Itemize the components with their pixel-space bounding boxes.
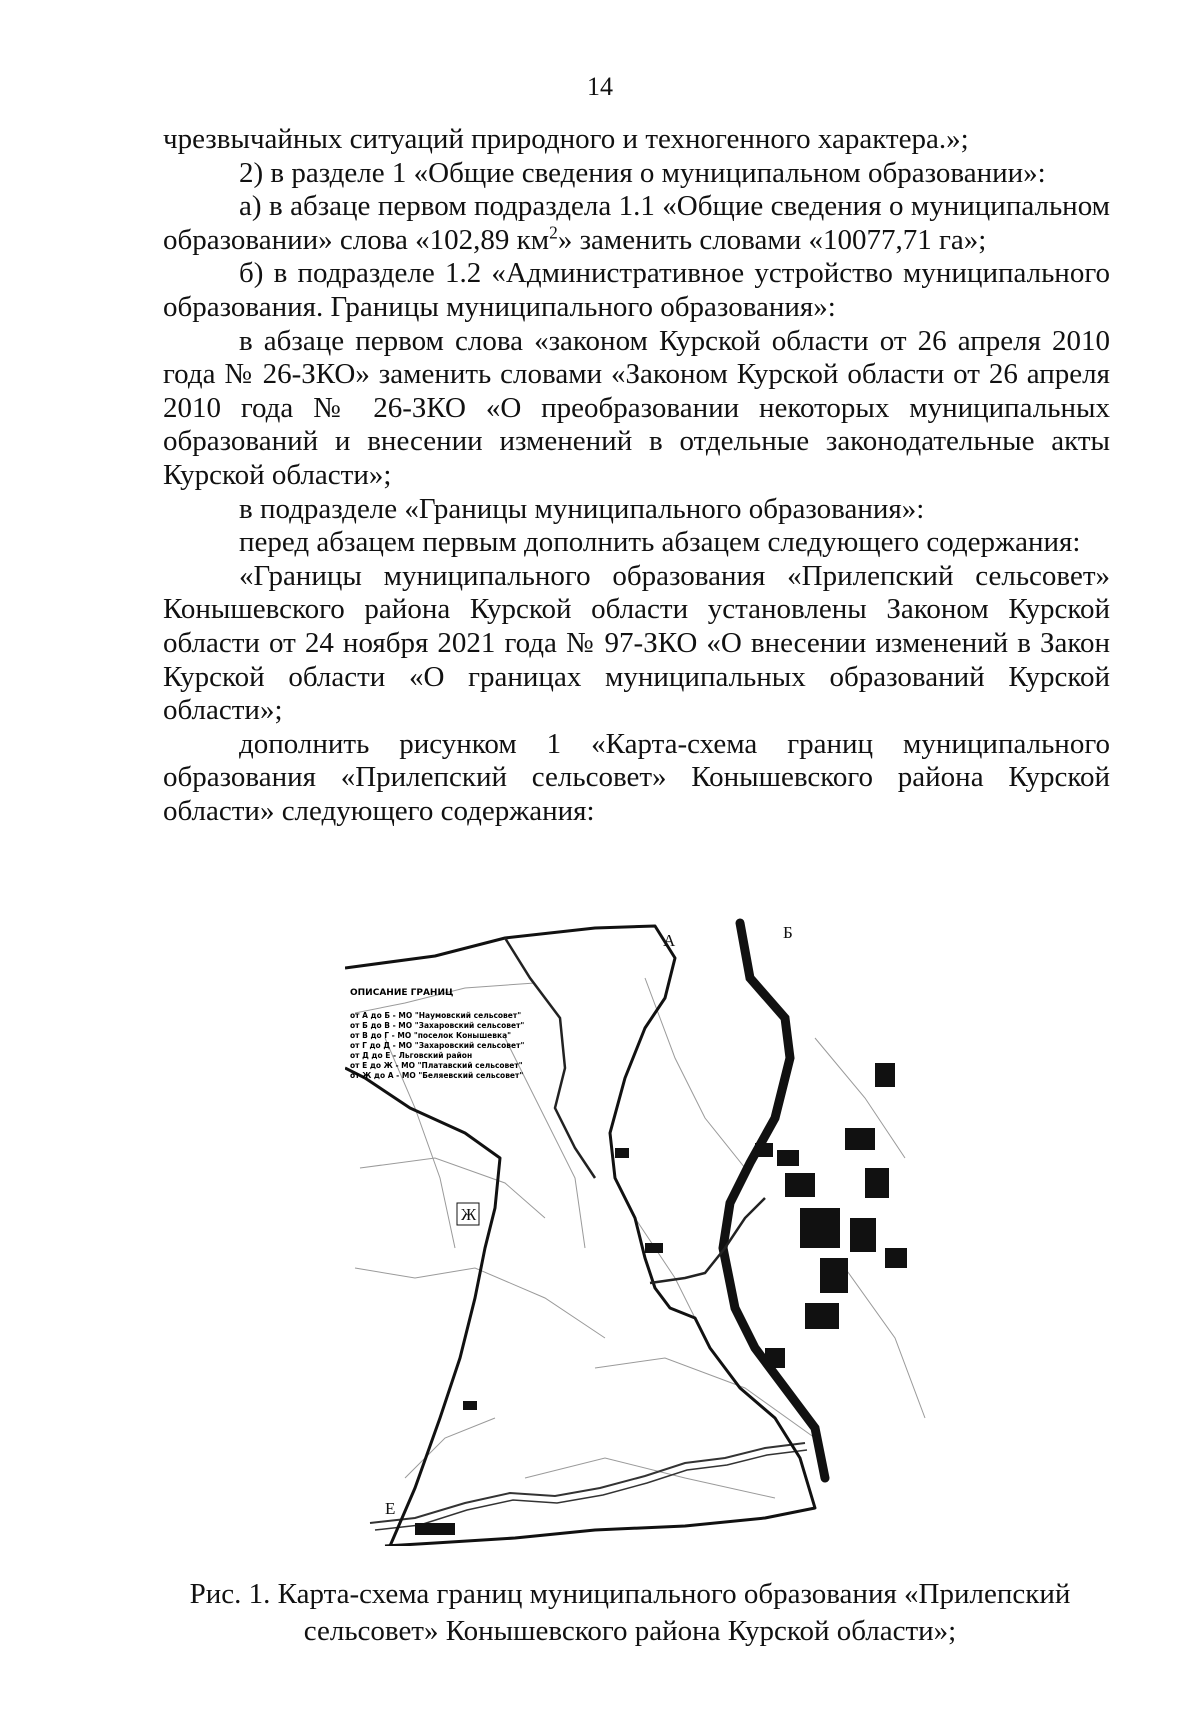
legend-item: от Г до Д - МО "Захаровский сельсовет" <box>350 1041 525 1050</box>
paragraph-5: в абзаце первом слова «законом Курской области от 26 апреля 2010 года № 26-ЗКО» заменить словами «Законом Курской области от 26 апреля 2010 года № 26-ЗКО «О преобразовании некоторых муниципальных образований и внесении изменений в отдельные законодательные акты Курской области»; <box>163 324 1110 491</box>
map-point-e: Е <box>385 1499 396 1518</box>
legend-item: от Ж до А - МО "Беляевский сельсовет" <box>350 1071 524 1080</box>
paragraph-9: дополнить рисунком 1 «Карта-схема границ муниципального образования «Прилепский сельсовет» Конышевского района Курской области» следующего содержания: <box>163 727 1110 827</box>
paragraph-6: в подразделе «Границы муниципального образования»: <box>239 492 925 525</box>
paragraph-3 <box>163 190 1110 257</box>
legend-item: от Е до Ж - МО "Платавский сельсовет" <box>350 1061 523 1070</box>
legend-title: ОПИСАНИЕ ГРАНИЦ <box>350 988 454 998</box>
map-point-b: Б <box>783 923 793 942</box>
legend-item: от Д до Е - Льговский район <box>350 1051 473 1060</box>
map-point-zh: Ж <box>461 1205 477 1224</box>
paragraph-8: «Границы муниципального образования «Прилепский сельсовет» Конышевского района Курской области установлены Законом Курской области от 24 ноября 2021 года № 97-ЗКО «О внесении изменений в Закон Курской области «О границах муниципальных образований Курской области»; <box>163 559 1110 727</box>
legend-item: от А до Б - МО "Наумовский сельсовет" <box>350 1011 522 1020</box>
paragraph-4: б) в подразделе 1.2 «Административное устройство муниципального образования. Границы муниципального образования»: <box>163 257 1110 323</box>
map-drawing <box>345 918 945 1546</box>
paragraph-7: перед абзацем первым дополнить абзацем следующего содержания: <box>239 526 1081 559</box>
map-point-a: А <box>663 931 676 950</box>
legend-item: от В до Г - МО "поселок Конышевка" <box>350 1031 512 1040</box>
figure-caption: Рис. 1. Карта-схема границ муниципального образования «Прилепский сельсовет» Конышевского района Курской области»; <box>189 1578 1071 1647</box>
boundary-map <box>345 918 945 1546</box>
paragraph-1: чрезвычайных ситуаций природного и техногенного характера.»; <box>163 123 969 155</box>
superscript: 2 <box>549 222 558 243</box>
paragraph-3-text: а) в абзаце первом подраздела 1.1 «Общие сведения о муниципальном образовании» слова «102,89 км <box>163 190 1110 256</box>
legend-item: от Б до В - МО "Захаровский сельсовет" <box>350 1021 525 1030</box>
paragraph-3-tail: » заменить словами «10077,71 га»; <box>557 223 987 256</box>
page-number: 14 <box>587 72 613 101</box>
body-text <box>163 123 1110 828</box>
paragraph-2: 2) в разделе 1 «Общие сведения о муниципальном образовании»: <box>239 156 1046 189</box>
